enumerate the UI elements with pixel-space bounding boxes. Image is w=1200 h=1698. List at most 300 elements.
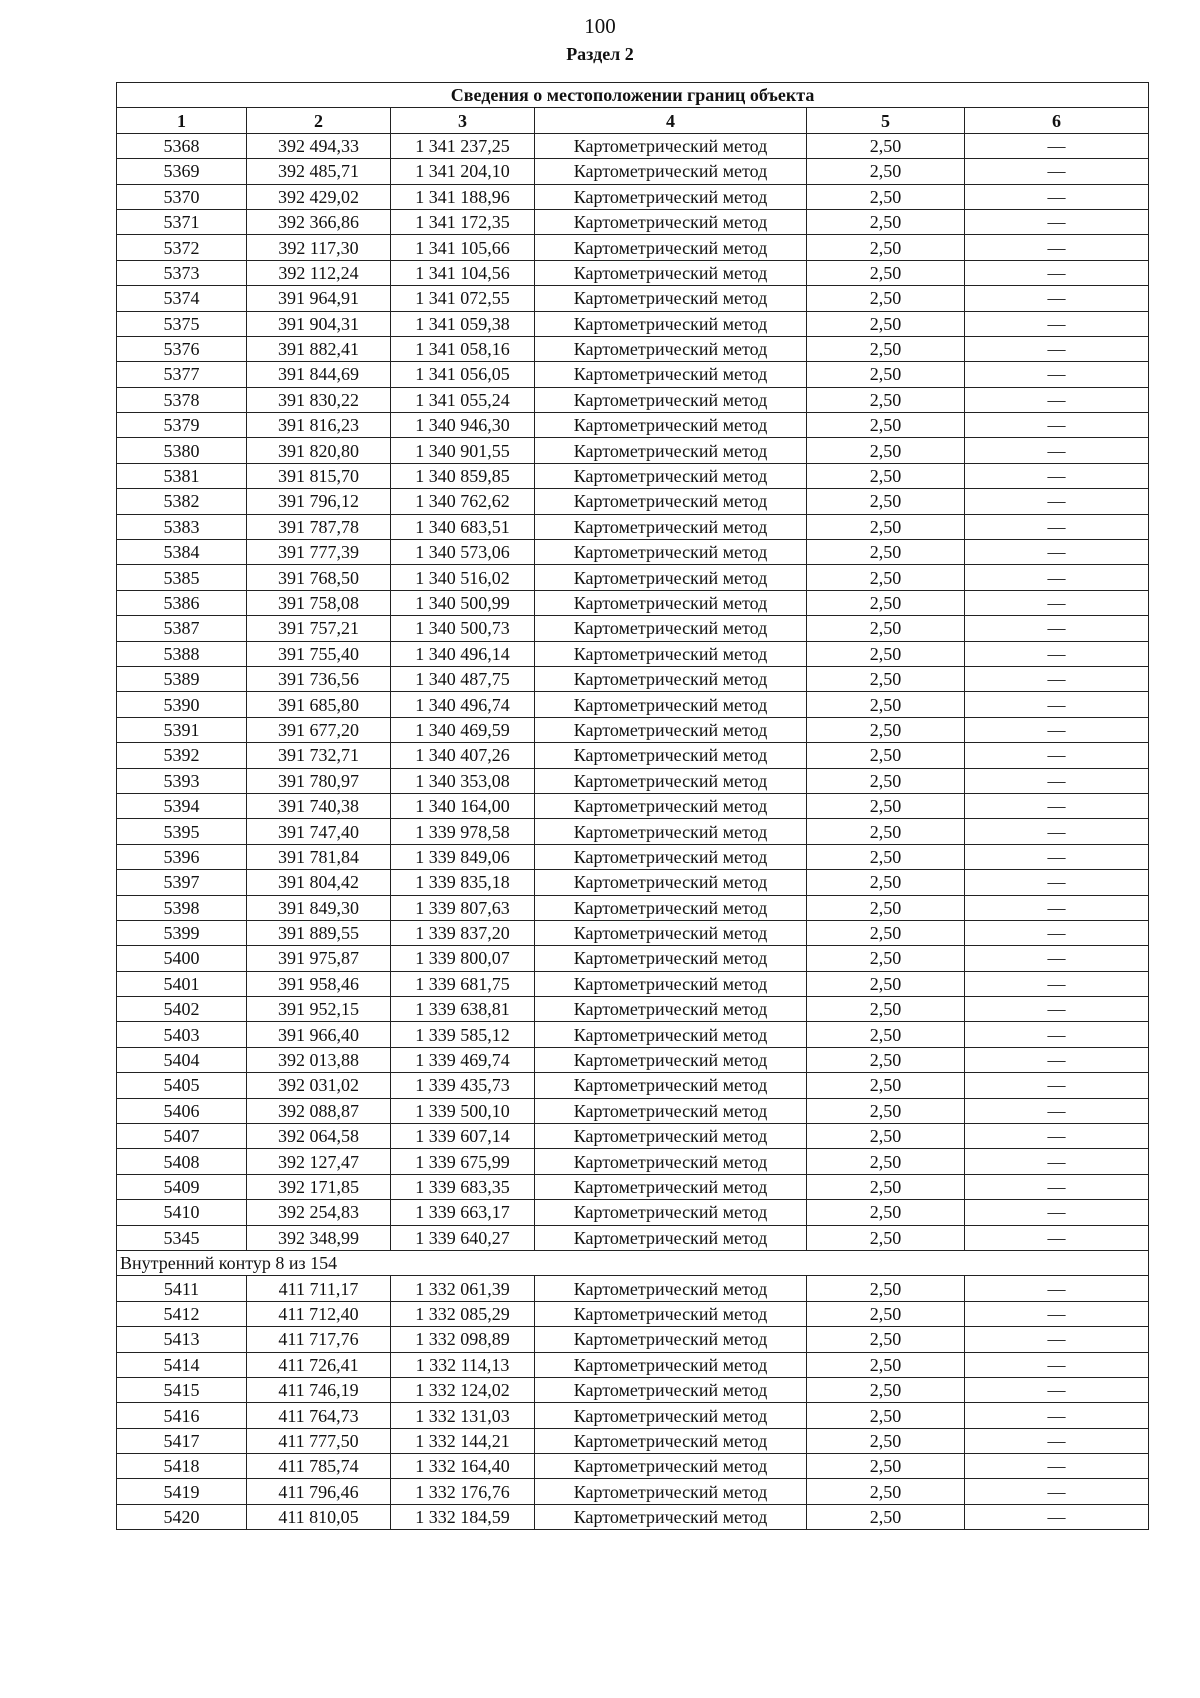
x-coordinate-cell: 411 796,46 — [247, 1479, 391, 1504]
table-row — [117, 463, 1149, 488]
point-number-cell: 5385 — [117, 565, 247, 590]
point-number-cell: 5368 — [117, 133, 247, 158]
accuracy-cell: 2,50 — [807, 1022, 965, 1047]
table-row — [117, 1200, 1149, 1225]
accuracy-cell: 2,50 — [807, 1479, 965, 1504]
description-cell: — — [965, 540, 1149, 565]
point-number-cell: 5393 — [117, 768, 247, 793]
accuracy-cell: 2,50 — [807, 819, 965, 844]
table-row — [117, 387, 1149, 412]
table-row — [117, 1403, 1149, 1428]
table-row — [117, 1301, 1149, 1326]
y-coordinate-cell: 1 341 237,25 — [391, 133, 535, 158]
accuracy-cell: 2,50 — [807, 463, 965, 488]
x-coordinate-cell: 391 757,21 — [247, 616, 391, 641]
x-coordinate-cell: 391 755,40 — [247, 641, 391, 666]
point-number-cell: 5381 — [117, 463, 247, 488]
description-cell: — — [965, 641, 1149, 666]
table-row — [117, 895, 1149, 920]
x-coordinate-cell: 392 117,30 — [247, 235, 391, 260]
y-coordinate-cell: 1 340 353,08 — [391, 768, 535, 793]
description-cell: — — [965, 692, 1149, 717]
description-cell: — — [965, 1200, 1149, 1225]
method-cell: Картометрический метод — [535, 1504, 807, 1529]
method-cell: Картометрический метод — [535, 971, 807, 996]
y-coordinate-cell: 1 341 188,96 — [391, 184, 535, 209]
accuracy-cell: 2,50 — [807, 641, 965, 666]
accuracy-cell: 2,50 — [807, 920, 965, 945]
subsection-label: Внутренний контур 8 из 154 — [117, 1250, 1149, 1275]
x-coordinate-cell: 391 740,38 — [247, 793, 391, 818]
x-coordinate-cell: 391 975,87 — [247, 946, 391, 971]
accuracy-cell: 2,50 — [807, 666, 965, 691]
table-row — [117, 133, 1149, 158]
table-row — [117, 286, 1149, 311]
x-coordinate-cell: 391 952,15 — [247, 997, 391, 1022]
table-row — [117, 1225, 1149, 1250]
x-coordinate-cell: 391 964,91 — [247, 286, 391, 311]
description-cell: — — [965, 1327, 1149, 1352]
point-number-cell: 5420 — [117, 1504, 247, 1529]
y-coordinate-cell: 1 339 469,74 — [391, 1047, 535, 1072]
table-row — [117, 1047, 1149, 1072]
accuracy-cell: 2,50 — [807, 1149, 965, 1174]
description-cell: — — [965, 844, 1149, 869]
method-cell: Картометрический метод — [535, 920, 807, 945]
table-row — [117, 1454, 1149, 1479]
accuracy-cell: 2,50 — [807, 362, 965, 387]
y-coordinate-cell: 1 332 164,40 — [391, 1454, 535, 1479]
point-number-cell: 5392 — [117, 743, 247, 768]
method-cell: Картометрический метод — [535, 1047, 807, 1072]
point-number-cell: 5396 — [117, 844, 247, 869]
description-cell: — — [965, 286, 1149, 311]
method-cell: Картометрический метод — [535, 1174, 807, 1199]
point-number-cell: 5380 — [117, 438, 247, 463]
x-coordinate-cell: 392 485,71 — [247, 159, 391, 184]
accuracy-cell: 2,50 — [807, 1124, 965, 1149]
method-cell: Картометрический метод — [535, 1098, 807, 1123]
method-cell: Картометрический метод — [535, 590, 807, 615]
table-row — [117, 1174, 1149, 1199]
description-cell: — — [965, 946, 1149, 971]
accuracy-cell: 2,50 — [807, 235, 965, 260]
point-number-cell: 5416 — [117, 1403, 247, 1428]
description-cell: — — [965, 463, 1149, 488]
point-number-cell: 5394 — [117, 793, 247, 818]
method-cell: Картометрический метод — [535, 1352, 807, 1377]
accuracy-cell: 2,50 — [807, 971, 965, 996]
table-row — [117, 971, 1149, 996]
x-coordinate-cell: 392 088,87 — [247, 1098, 391, 1123]
column-header-row — [117, 108, 1149, 133]
table-row — [117, 159, 1149, 184]
accuracy-cell: 2,50 — [807, 1403, 965, 1428]
method-cell: Картометрический метод — [535, 1200, 807, 1225]
point-number-cell: 5417 — [117, 1428, 247, 1453]
accuracy-cell: 2,50 — [807, 997, 965, 1022]
method-cell: Картометрический метод — [535, 819, 807, 844]
point-number-cell: 5395 — [117, 819, 247, 844]
x-coordinate-cell: 411 726,41 — [247, 1352, 391, 1377]
accuracy-cell: 2,50 — [807, 336, 965, 361]
point-number-cell: 5399 — [117, 920, 247, 945]
y-coordinate-cell: 1 332 124,02 — [391, 1377, 535, 1402]
method-cell: Картометрический метод — [535, 1276, 807, 1301]
accuracy-cell: 2,50 — [807, 1047, 965, 1072]
x-coordinate-cell: 391 882,41 — [247, 336, 391, 361]
point-number-cell: 5418 — [117, 1454, 247, 1479]
point-number-cell: 5383 — [117, 514, 247, 539]
method-cell: Картометрический метод — [535, 184, 807, 209]
accuracy-cell: 2,50 — [807, 616, 965, 641]
method-cell: Картометрический метод — [535, 768, 807, 793]
y-coordinate-cell: 1 341 072,55 — [391, 286, 535, 311]
description-cell: — — [965, 1174, 1149, 1199]
table-row — [117, 616, 1149, 641]
y-coordinate-cell: 1 339 640,27 — [391, 1225, 535, 1250]
accuracy-cell: 2,50 — [807, 717, 965, 742]
table-row — [117, 692, 1149, 717]
y-coordinate-cell: 1 339 585,12 — [391, 1022, 535, 1047]
description-cell: — — [965, 616, 1149, 641]
column-header: 3 — [391, 108, 535, 133]
method-cell: Картометрический метод — [535, 1479, 807, 1504]
y-coordinate-cell: 1 332 131,03 — [391, 1403, 535, 1428]
description-cell: — — [965, 793, 1149, 818]
x-coordinate-cell: 391 796,12 — [247, 489, 391, 514]
method-cell: Картометрический метод — [535, 870, 807, 895]
method-cell: Картометрический метод — [535, 666, 807, 691]
y-coordinate-cell: 1 340 573,06 — [391, 540, 535, 565]
table-row — [117, 362, 1149, 387]
method-cell: Картометрический метод — [535, 159, 807, 184]
method-cell: Картометрический метод — [535, 489, 807, 514]
point-number-cell: 5407 — [117, 1124, 247, 1149]
description-cell: — — [965, 133, 1149, 158]
y-coordinate-cell: 1 339 500,10 — [391, 1098, 535, 1123]
accuracy-cell: 2,50 — [807, 489, 965, 514]
method-cell: Картометрический метод — [535, 1454, 807, 1479]
table-row — [117, 1124, 1149, 1149]
x-coordinate-cell: 411 764,73 — [247, 1403, 391, 1428]
x-coordinate-cell: 392 013,88 — [247, 1047, 391, 1072]
y-coordinate-cell: 1 340 496,74 — [391, 692, 535, 717]
point-number-cell: 5374 — [117, 286, 247, 311]
description-cell: — — [965, 895, 1149, 920]
description-cell: — — [965, 1047, 1149, 1072]
x-coordinate-cell: 391 787,78 — [247, 514, 391, 539]
method-cell: Картометрический метод — [535, 286, 807, 311]
point-number-cell: 5384 — [117, 540, 247, 565]
x-coordinate-cell: 391 966,40 — [247, 1022, 391, 1047]
method-cell: Картометрический метод — [535, 1022, 807, 1047]
accuracy-cell: 2,50 — [807, 1428, 965, 1453]
description-cell: — — [965, 1301, 1149, 1326]
point-number-cell: 5402 — [117, 997, 247, 1022]
y-coordinate-cell: 1 341 056,05 — [391, 362, 535, 387]
point-number-cell: 5379 — [117, 413, 247, 438]
accuracy-cell: 2,50 — [807, 1073, 965, 1098]
table-row — [117, 793, 1149, 818]
description-cell: — — [965, 717, 1149, 742]
y-coordinate-cell: 1 339 435,73 — [391, 1073, 535, 1098]
accuracy-cell: 2,50 — [807, 514, 965, 539]
x-coordinate-cell: 391 777,39 — [247, 540, 391, 565]
description-cell: — — [965, 565, 1149, 590]
x-coordinate-cell: 391 685,80 — [247, 692, 391, 717]
point-number-cell: 5398 — [117, 895, 247, 920]
point-number-cell: 5391 — [117, 717, 247, 742]
accuracy-cell: 2,50 — [807, 1454, 965, 1479]
y-coordinate-cell: 1 340 901,55 — [391, 438, 535, 463]
table-caption-row — [117, 83, 1149, 108]
y-coordinate-cell: 1 341 204,10 — [391, 159, 535, 184]
table-row — [117, 666, 1149, 691]
table-row — [117, 565, 1149, 590]
description-cell: — — [965, 413, 1149, 438]
accuracy-cell: 2,50 — [807, 159, 965, 184]
description-cell: — — [965, 311, 1149, 336]
description-cell: — — [965, 260, 1149, 285]
accuracy-cell: 2,50 — [807, 870, 965, 895]
description-cell: — — [965, 387, 1149, 412]
table-row — [117, 235, 1149, 260]
point-number-cell: 5375 — [117, 311, 247, 336]
accuracy-cell: 2,50 — [807, 743, 965, 768]
x-coordinate-cell: 391 732,71 — [247, 743, 391, 768]
x-coordinate-cell: 411 717,76 — [247, 1327, 391, 1352]
y-coordinate-cell: 1 339 675,99 — [391, 1149, 535, 1174]
accuracy-cell: 2,50 — [807, 438, 965, 463]
y-coordinate-cell: 1 339 807,63 — [391, 895, 535, 920]
description-cell: — — [965, 743, 1149, 768]
point-number-cell: 5404 — [117, 1047, 247, 1072]
description-cell: — — [965, 235, 1149, 260]
accuracy-cell: 2,50 — [807, 286, 965, 311]
description-cell: — — [965, 1124, 1149, 1149]
x-coordinate-cell: 391 816,23 — [247, 413, 391, 438]
point-number-cell: 5386 — [117, 590, 247, 615]
description-cell: — — [965, 1225, 1149, 1250]
table-row — [117, 920, 1149, 945]
x-coordinate-cell: 391 804,42 — [247, 870, 391, 895]
table-caption: Сведения о местоположении границ объекта — [117, 83, 1149, 108]
column-header: 5 — [807, 108, 965, 133]
y-coordinate-cell: 1 340 407,26 — [391, 743, 535, 768]
description-cell: — — [965, 1022, 1149, 1047]
accuracy-cell: 2,50 — [807, 260, 965, 285]
description-cell: — — [965, 209, 1149, 234]
section-title: Раздел 2 — [566, 44, 634, 64]
method-cell: Картометрический метод — [535, 844, 807, 869]
method-cell: Картометрический метод — [535, 1073, 807, 1098]
x-coordinate-cell: 391 849,30 — [247, 895, 391, 920]
table-row — [117, 641, 1149, 666]
point-number-cell: 5400 — [117, 946, 247, 971]
accuracy-cell: 2,50 — [807, 768, 965, 793]
y-coordinate-cell: 1 332 061,39 — [391, 1276, 535, 1301]
accuracy-cell: 2,50 — [807, 590, 965, 615]
y-coordinate-cell: 1 340 469,59 — [391, 717, 535, 742]
y-coordinate-cell: 1 340 859,85 — [391, 463, 535, 488]
y-coordinate-cell: 1 339 663,17 — [391, 1200, 535, 1225]
point-number-cell: 5409 — [117, 1174, 247, 1199]
y-coordinate-cell: 1 341 058,16 — [391, 336, 535, 361]
column-header: 2 — [247, 108, 391, 133]
description-cell: — — [965, 1454, 1149, 1479]
table-row — [117, 438, 1149, 463]
x-coordinate-cell: 391 820,80 — [247, 438, 391, 463]
description-cell: — — [965, 768, 1149, 793]
table-row — [117, 768, 1149, 793]
x-coordinate-cell: 391 781,84 — [247, 844, 391, 869]
y-coordinate-cell: 1 339 849,06 — [391, 844, 535, 869]
y-coordinate-cell: 1 340 496,14 — [391, 641, 535, 666]
accuracy-cell: 2,50 — [807, 844, 965, 869]
description-cell: — — [965, 1479, 1149, 1504]
description-cell: — — [965, 819, 1149, 844]
point-number-cell: 5415 — [117, 1377, 247, 1402]
point-number-cell: 5401 — [117, 971, 247, 996]
description-cell: — — [965, 159, 1149, 184]
table-row — [117, 1149, 1149, 1174]
x-coordinate-cell: 391 958,46 — [247, 971, 391, 996]
method-cell: Картометрический метод — [535, 362, 807, 387]
description-cell: — — [965, 1377, 1149, 1402]
point-number-cell: 5413 — [117, 1327, 247, 1352]
x-coordinate-cell: 411 777,50 — [247, 1428, 391, 1453]
method-cell: Картометрический метод — [535, 717, 807, 742]
description-cell: — — [965, 1073, 1149, 1098]
description-cell: — — [965, 1098, 1149, 1123]
x-coordinate-cell: 391 830,22 — [247, 387, 391, 412]
method-cell: Картометрический метод — [535, 793, 807, 818]
y-coordinate-cell: 1 341 104,56 — [391, 260, 535, 285]
y-coordinate-cell: 1 332 098,89 — [391, 1327, 535, 1352]
y-coordinate-cell: 1 339 683,35 — [391, 1174, 535, 1199]
column-header: 1 — [117, 108, 247, 133]
method-cell: Картометрический метод — [535, 565, 807, 590]
x-coordinate-cell: 392 112,24 — [247, 260, 391, 285]
method-cell: Картометрический метод — [535, 1301, 807, 1326]
x-coordinate-cell: 392 171,85 — [247, 1174, 391, 1199]
y-coordinate-cell: 1 339 607,14 — [391, 1124, 535, 1149]
y-coordinate-cell: 1 341 059,38 — [391, 311, 535, 336]
description-cell: — — [965, 870, 1149, 895]
table-row — [117, 1428, 1149, 1453]
column-header: 4 — [535, 108, 807, 133]
accuracy-cell: 2,50 — [807, 1504, 965, 1529]
point-number-cell: 5376 — [117, 336, 247, 361]
description-cell: — — [965, 438, 1149, 463]
table-body — [117, 133, 1149, 1529]
method-cell: Картометрический метод — [535, 514, 807, 539]
table-row — [117, 946, 1149, 971]
point-number-cell: 5370 — [117, 184, 247, 209]
point-number-cell: 5397 — [117, 870, 247, 895]
description-cell: — — [965, 920, 1149, 945]
point-number-cell: 5382 — [117, 489, 247, 514]
y-coordinate-cell: 1 340 516,02 — [391, 565, 535, 590]
table-row — [117, 1327, 1149, 1352]
table-row — [117, 1377, 1149, 1402]
y-coordinate-cell: 1 332 184,59 — [391, 1504, 535, 1529]
method-cell: Картометрический метод — [535, 692, 807, 717]
method-cell: Картометрический метод — [535, 1403, 807, 1428]
accuracy-cell: 2,50 — [807, 692, 965, 717]
point-number-cell: 5372 — [117, 235, 247, 260]
table-row — [117, 260, 1149, 285]
accuracy-cell: 2,50 — [807, 413, 965, 438]
table-row — [117, 1073, 1149, 1098]
method-cell: Картометрический метод — [535, 260, 807, 285]
x-coordinate-cell: 411 711,17 — [247, 1276, 391, 1301]
x-coordinate-cell: 391 889,55 — [247, 920, 391, 945]
table-row — [117, 844, 1149, 869]
description-cell: — — [965, 1403, 1149, 1428]
table-row — [117, 1022, 1149, 1047]
y-coordinate-cell: 1 332 114,13 — [391, 1352, 535, 1377]
method-cell: Картометрический метод — [535, 743, 807, 768]
accuracy-cell: 2,50 — [807, 1301, 965, 1326]
method-cell: Картометрический метод — [535, 438, 807, 463]
method-cell: Картометрический метод — [535, 997, 807, 1022]
method-cell: Картометрический метод — [535, 616, 807, 641]
table-row — [117, 743, 1149, 768]
accuracy-cell: 2,50 — [807, 1327, 965, 1352]
accuracy-cell: 2,50 — [807, 1200, 965, 1225]
method-cell: Картометрический метод — [535, 1149, 807, 1174]
method-cell: Картометрический метод — [535, 1377, 807, 1402]
accuracy-cell: 2,50 — [807, 209, 965, 234]
subsection-row — [117, 1250, 1149, 1275]
accuracy-cell: 2,50 — [807, 793, 965, 818]
x-coordinate-cell: 392 366,86 — [247, 209, 391, 234]
x-coordinate-cell: 392 429,02 — [247, 184, 391, 209]
accuracy-cell: 2,50 — [807, 387, 965, 412]
point-number-cell: 5403 — [117, 1022, 247, 1047]
point-number-cell: 5377 — [117, 362, 247, 387]
description-cell: — — [965, 1352, 1149, 1377]
x-coordinate-cell: 391 815,70 — [247, 463, 391, 488]
table-row — [117, 209, 1149, 234]
method-cell: Картометрический метод — [535, 946, 807, 971]
description-cell: — — [965, 590, 1149, 615]
table-row — [117, 540, 1149, 565]
accuracy-cell: 2,50 — [807, 540, 965, 565]
description-cell: — — [965, 1504, 1149, 1529]
accuracy-cell: 2,50 — [807, 1276, 965, 1301]
y-coordinate-cell: 1 340 500,99 — [391, 590, 535, 615]
method-cell: Картометрический метод — [535, 895, 807, 920]
column-header: 6 — [965, 108, 1149, 133]
y-coordinate-cell: 1 332 085,29 — [391, 1301, 535, 1326]
y-coordinate-cell: 1 341 172,35 — [391, 209, 535, 234]
x-coordinate-cell: 391 736,56 — [247, 666, 391, 691]
accuracy-cell: 2,50 — [807, 895, 965, 920]
point-number-cell: 5345 — [117, 1225, 247, 1250]
description-cell: — — [965, 184, 1149, 209]
x-coordinate-cell: 392 494,33 — [247, 133, 391, 158]
point-number-cell: 5419 — [117, 1479, 247, 1504]
y-coordinate-cell: 1 340 946,30 — [391, 413, 535, 438]
point-number-cell: 5369 — [117, 159, 247, 184]
x-coordinate-cell: 411 746,19 — [247, 1377, 391, 1402]
x-coordinate-cell: 411 785,74 — [247, 1454, 391, 1479]
point-number-cell: 5389 — [117, 666, 247, 691]
point-number-cell: 5387 — [117, 616, 247, 641]
